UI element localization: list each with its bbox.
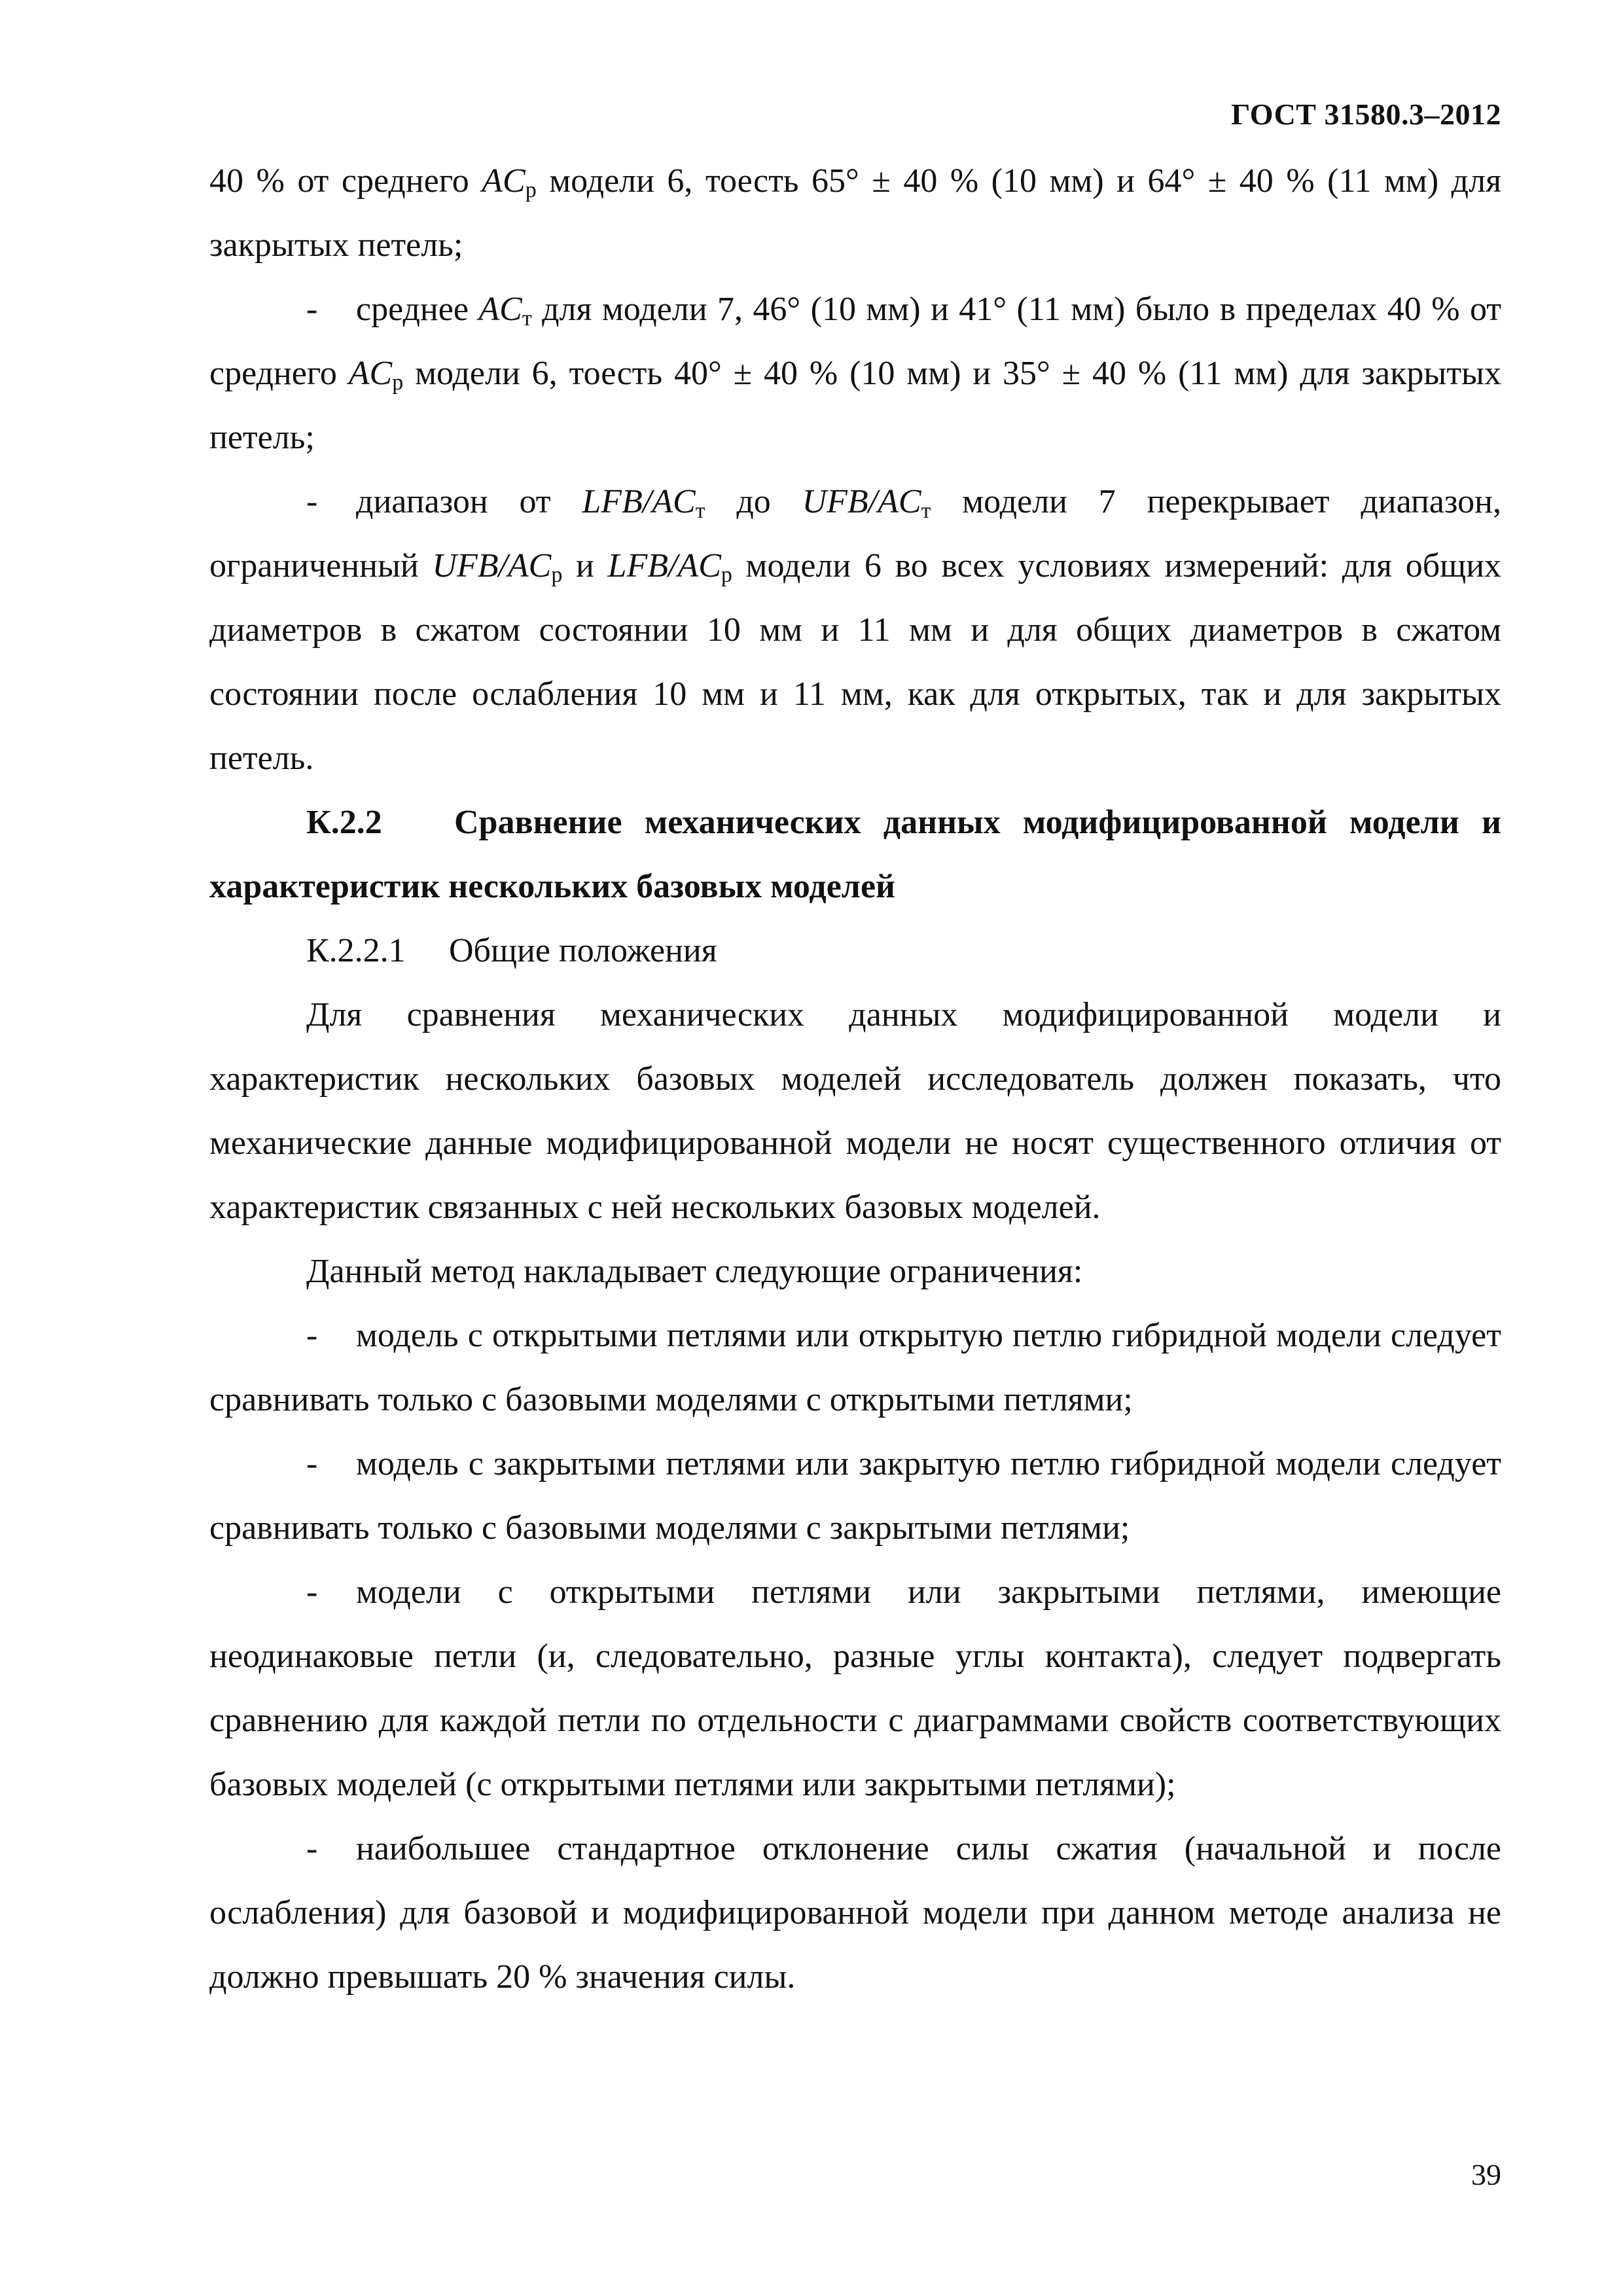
paragraph-continuation: 40 % от среднего $AC_р$ модели 6, тоесть 65° ± 40 % (10 мм) и 64° ± 40 % (11 мм) для закрытых петель;	[209, 162, 1501, 264]
paragraph: Для сравнения механических данных модифицированной модели и характеристик нескольких базовых моделей исследователь должен показать, что механические данные модифицированной модели не носят существенного отличия от характеристик связанных с ней нескольких базовых моделей.	[209, 996, 1501, 1226]
list-dash: -	[306, 1445, 318, 1482]
list-item: - модель с закрытыми петлями или закрытую петлю гибридной модели следует сравнивать только с базовыми моделями с закрытыми петлями;	[209, 1432, 1501, 1560]
section-number: К.2.2	[306, 804, 382, 841]
page-number: 39	[1471, 2158, 1501, 2191]
section-heading	[209, 791, 1501, 919]
list-dash: -	[306, 483, 318, 520]
list-dash: -	[306, 1573, 318, 1611]
section-title: Сравнение механических данных модифицированной модели и характеристик нескольких базовых моделей	[209, 804, 1501, 905]
list-item: - наибольшее стандартное отклонение силы сжатия (начальной и после ослабления) для базовой и модифицированной модели при данном методе анализа не должно превышать 20 % значения силы.	[209, 1817, 1501, 2009]
list-item: - среднее $AC_т$ для модели 7, 46° (10 мм) и 41° (11 мм) было в пределах 40 % от среднего $AC_р$ модели 6, тоесть 40° ± 40 % (10 мм) и 35° ± 40 % (11 мм) для закрытых петель;	[209, 278, 1501, 470]
list-dash: -	[306, 1317, 318, 1354]
list-dash: -	[306, 291, 318, 328]
list-item: - модели с открытыми петлями или закрытыми петлями, имеющие неодинаковые петли (и, следовательно, разные углы контакта), следует подвергать сравнению для каждой петли по отдельности с диаграммами свойств соответствующих базовых моделей (с открытыми петлями или закрытыми петлями);	[209, 1560, 1501, 1817]
list-item: - диапазон от LFB/$AC_т$ до UFB/$AC_т$ модели 7 перекрывает диапазон, ограниченный UFB/$AC_р$ и LFB/$AC_р$ модели 6 во всех условиях измерений: для общих диаметров в сжатом состоянии 10 мм и 11 мм и для общих диаметров в сжатом состоянии после ослабления 10 мм и 11 мм, как для открытых, так и для закрытых петель.	[209, 470, 1501, 791]
list-item: - модель с открытыми петлями или открытую петлю гибридной модели следует сравнивать только с базовыми моделями с открытыми петлями;	[209, 1304, 1501, 1432]
subsection-heading	[209, 919, 1501, 983]
list-dash: -	[306, 1830, 318, 1867]
subsection-title: Общие положения	[449, 932, 717, 969]
paragraph: Данный метод накладывает следующие ограничения:	[306, 1253, 1083, 1290]
document-header: ГОСТ 31580.3–2012	[1231, 98, 1501, 131]
subsection-number: К.2.2.1	[306, 932, 406, 969]
page-body	[209, 149, 1501, 2009]
